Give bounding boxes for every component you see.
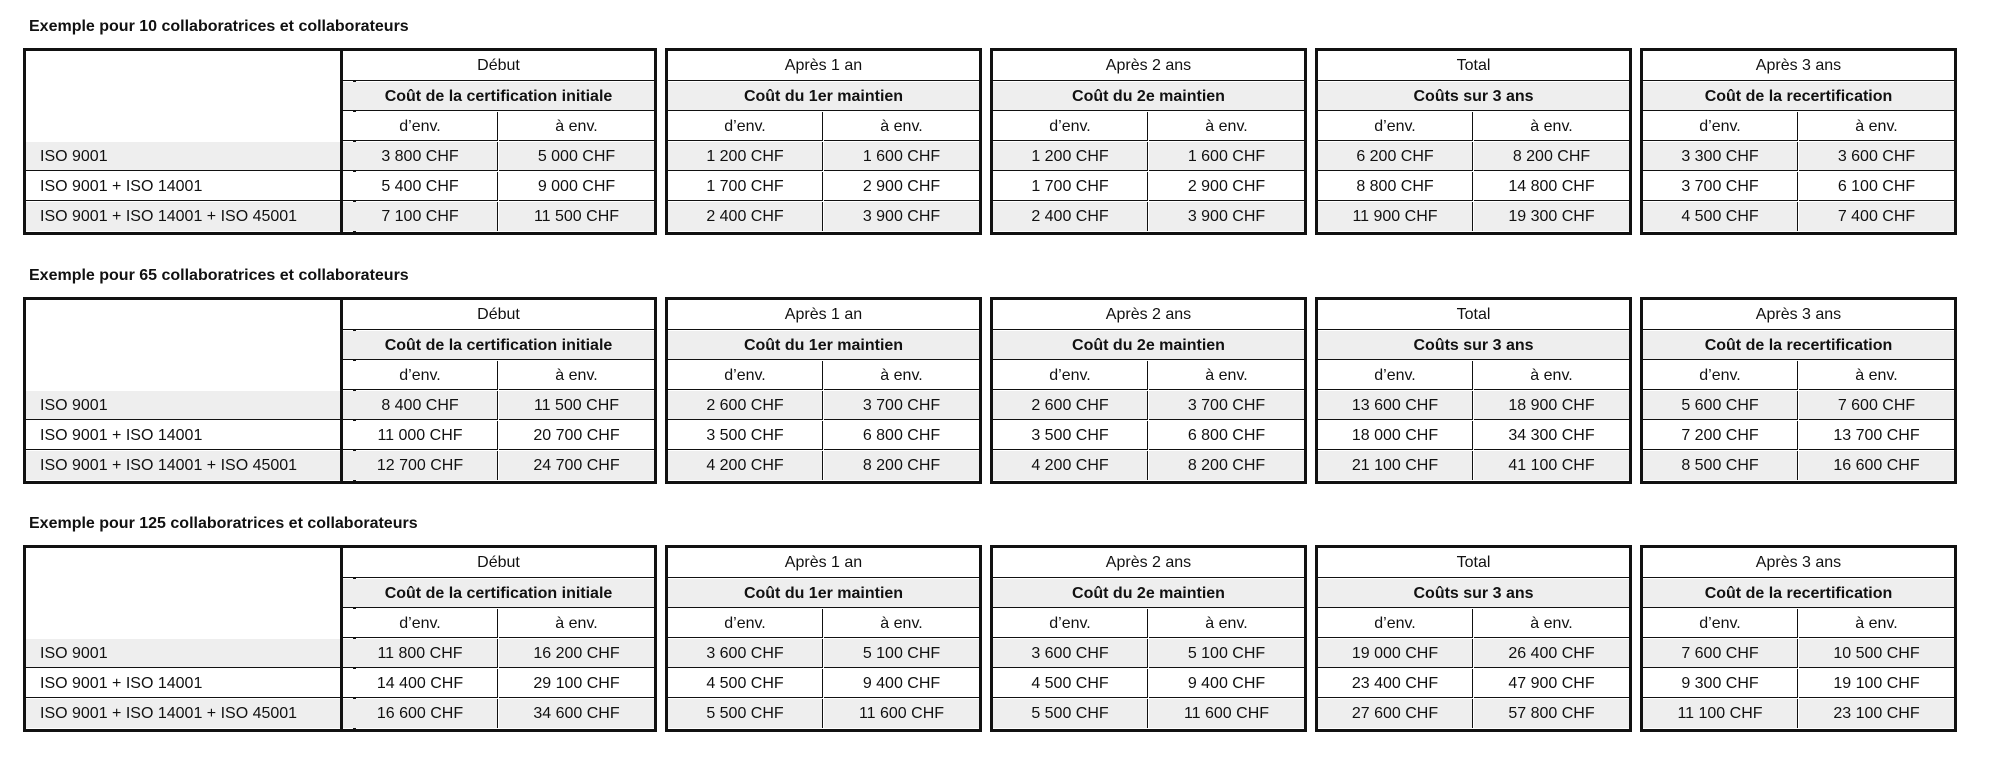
max-column-header: à env.	[1474, 361, 1629, 390]
period-header: Total	[1318, 548, 1629, 578]
max-column-header: à env.	[824, 609, 979, 638]
cost-min-cell: 8 400 CHF	[343, 391, 498, 420]
min-column-header: d’env.	[1643, 112, 1798, 141]
row-label: ISO 9001 + ISO 14001	[26, 172, 353, 201]
cost-min-cell: 5 400 CHF	[343, 172, 498, 201]
metric-header: Coût du 1er maintien	[668, 579, 979, 608]
max-column-header: à env.	[1474, 609, 1629, 638]
cost-max-cell: 7 600 CHF	[1799, 391, 1954, 420]
max-column-header: à env.	[1149, 361, 1304, 390]
metric-header: Coûts sur 3 ans	[1318, 579, 1629, 608]
cost-min-cell: 2 400 CHF	[668, 202, 823, 231]
max-column-header: à env.	[824, 112, 979, 141]
cost-min-cell: 5 500 CHF	[668, 699, 823, 728]
cost-max-cell: 2 900 CHF	[824, 172, 979, 201]
cost-min-cell: 5 600 CHF	[1643, 391, 1798, 420]
cost-max-cell: 3 700 CHF	[824, 391, 979, 420]
cost-min-cell: 7 100 CHF	[343, 202, 498, 231]
cost-min-cell: 6 200 CHF	[1318, 142, 1473, 171]
row-label: ISO 9001 + ISO 14001 + ISO 45001	[26, 202, 353, 231]
row-label: ISO 9001	[26, 391, 353, 420]
cost-min-cell: 8 800 CHF	[1318, 172, 1473, 201]
cost-min-cell: 1 700 CHF	[993, 172, 1148, 201]
row-label: ISO 9001 + ISO 14001 + ISO 45001	[26, 699, 353, 728]
cost-min-cell: 9 300 CHF	[1643, 669, 1798, 698]
period-header: Après 2 ans	[993, 300, 1304, 330]
cost-min-cell: 7 600 CHF	[1643, 639, 1798, 668]
cost-max-cell: 13 700 CHF	[1799, 421, 1954, 450]
metric-header: Coût de la certification initiale	[343, 82, 654, 111]
empty-header-cell	[26, 548, 353, 640]
period-header: Début	[343, 51, 654, 81]
cost-block	[340, 545, 657, 732]
period-header: Après 3 ans	[1643, 51, 1954, 81]
metric-header: Coût de la recertification	[1643, 579, 1954, 608]
cost-min-cell: 3 600 CHF	[668, 639, 823, 668]
cost-max-cell: 14 800 CHF	[1474, 172, 1629, 201]
cost-min-cell: 12 700 CHF	[343, 451, 498, 480]
cost-min-cell: 3 500 CHF	[668, 421, 823, 450]
row-label: ISO 9001 + ISO 14001	[26, 421, 353, 450]
max-column-header: à env.	[1474, 112, 1629, 141]
cost-max-cell: 1 600 CHF	[1149, 142, 1304, 171]
cost-min-cell: 11 800 CHF	[343, 639, 498, 668]
cost-max-cell: 16 600 CHF	[1799, 451, 1954, 480]
cost-max-cell: 11 600 CHF	[824, 699, 979, 728]
cost-max-cell: 1 600 CHF	[824, 142, 979, 171]
cost-block	[1640, 545, 1957, 732]
cost-block	[1315, 297, 1632, 484]
cost-block	[990, 297, 1307, 484]
cost-max-cell: 47 900 CHF	[1474, 669, 1629, 698]
max-column-header: à env.	[1799, 609, 1954, 638]
row-label: ISO 9001 + ISO 14001 + ISO 45001	[26, 451, 353, 480]
cost-min-cell: 11 100 CHF	[1643, 699, 1798, 728]
period-header: Début	[343, 300, 654, 330]
cost-max-cell: 5 100 CHF	[824, 639, 979, 668]
cost-block	[1315, 545, 1632, 732]
cost-max-cell: 8 200 CHF	[824, 451, 979, 480]
metric-header: Coût de la recertification	[1643, 331, 1954, 360]
metric-header: Coût du 1er maintien	[668, 82, 979, 111]
section-title: Exemple pour 10 collaboratrices et collaborateurs	[29, 18, 409, 35]
cost-max-cell: 9 000 CHF	[499, 172, 654, 201]
row-label: ISO 9001	[26, 142, 353, 171]
cost-max-cell: 9 400 CHF	[1149, 669, 1304, 698]
cost-min-cell: 14 400 CHF	[343, 669, 498, 698]
cost-max-cell: 3 700 CHF	[1149, 391, 1304, 420]
cost-max-cell: 57 800 CHF	[1474, 699, 1629, 728]
cost-min-cell: 7 200 CHF	[1643, 421, 1798, 450]
cost-max-cell: 26 400 CHF	[1474, 639, 1629, 668]
cost-max-cell: 20 700 CHF	[499, 421, 654, 450]
cost-min-cell: 4 200 CHF	[668, 451, 823, 480]
cost-min-cell: 19 000 CHF	[1318, 639, 1473, 668]
period-header: Après 1 an	[668, 548, 979, 578]
cost-min-cell: 27 600 CHF	[1318, 699, 1473, 728]
metric-header: Coût du 2e maintien	[993, 579, 1304, 608]
period-header: Début	[343, 548, 654, 578]
cost-max-cell: 29 100 CHF	[499, 669, 654, 698]
cost-min-cell: 4 500 CHF	[668, 669, 823, 698]
cost-min-cell: 5 500 CHF	[993, 699, 1148, 728]
period-header: Après 3 ans	[1643, 548, 1954, 578]
min-column-header: d’env.	[993, 112, 1148, 141]
cost-max-cell: 34 300 CHF	[1474, 421, 1629, 450]
max-column-header: à env.	[1149, 609, 1304, 638]
metric-header: Coût du 2e maintien	[993, 82, 1304, 111]
row-label: ISO 9001 + ISO 14001	[26, 669, 353, 698]
metric-header: Coûts sur 3 ans	[1318, 82, 1629, 111]
cost-max-cell: 10 500 CHF	[1799, 639, 1954, 668]
cost-min-cell: 2 400 CHF	[993, 202, 1148, 231]
cost-max-cell: 24 700 CHF	[499, 451, 654, 480]
cost-min-cell: 3 700 CHF	[1643, 172, 1798, 201]
cost-block	[665, 48, 982, 235]
min-column-header: d’env.	[1318, 361, 1473, 390]
cost-min-cell: 2 600 CHF	[668, 391, 823, 420]
min-column-header: d’env.	[668, 609, 823, 638]
min-column-header: d’env.	[343, 609, 498, 638]
cost-max-cell: 3 600 CHF	[1799, 142, 1954, 171]
metric-header: Coût du 1er maintien	[668, 331, 979, 360]
max-column-header: à env.	[499, 112, 654, 141]
cost-max-cell: 5 100 CHF	[1149, 639, 1304, 668]
period-header: Après 3 ans	[1643, 300, 1954, 330]
cost-min-cell: 13 600 CHF	[1318, 391, 1473, 420]
cost-max-cell: 19 300 CHF	[1474, 202, 1629, 231]
cost-block	[340, 297, 657, 484]
cost-min-cell: 4 200 CHF	[993, 451, 1148, 480]
row-label: ISO 9001	[26, 639, 353, 668]
cost-max-cell: 16 200 CHF	[499, 639, 654, 668]
min-column-header: d’env.	[343, 112, 498, 141]
cost-min-cell: 18 000 CHF	[1318, 421, 1473, 450]
cost-max-cell: 11 500 CHF	[499, 202, 654, 231]
cost-block	[665, 545, 982, 732]
period-header: Après 1 an	[668, 51, 979, 81]
cost-max-cell: 19 100 CHF	[1799, 669, 1954, 698]
cost-max-cell: 5 000 CHF	[499, 142, 654, 171]
cost-min-cell: 3 500 CHF	[993, 421, 1148, 450]
section-title: Exemple pour 65 collaboratrices et collaborateurs	[29, 267, 409, 284]
period-header: Total	[1318, 300, 1629, 330]
min-column-header: d’env.	[1318, 609, 1473, 638]
metric-header: Coût de la certification initiale	[343, 331, 654, 360]
metric-header: Coût de la recertification	[1643, 82, 1954, 111]
cost-max-cell: 23 100 CHF	[1799, 699, 1954, 728]
max-column-header: à env.	[1799, 361, 1954, 390]
cost-min-cell: 3 300 CHF	[1643, 142, 1798, 171]
cost-min-cell: 4 500 CHF	[1643, 202, 1798, 231]
cost-min-cell: 11 900 CHF	[1318, 202, 1473, 231]
cost-max-cell: 18 900 CHF	[1474, 391, 1629, 420]
min-column-header: d’env.	[343, 361, 498, 390]
min-column-header: d’env.	[993, 609, 1148, 638]
cost-min-cell: 3 600 CHF	[993, 639, 1148, 668]
cost-max-cell: 11 600 CHF	[1149, 699, 1304, 728]
cost-max-cell: 6 800 CHF	[824, 421, 979, 450]
cost-max-cell: 8 200 CHF	[1149, 451, 1304, 480]
cost-min-cell: 1 700 CHF	[668, 172, 823, 201]
row-label-column	[23, 48, 356, 235]
cost-max-cell: 6 100 CHF	[1799, 172, 1954, 201]
cost-max-cell: 9 400 CHF	[824, 669, 979, 698]
max-column-header: à env.	[499, 609, 654, 638]
period-header: Après 2 ans	[993, 548, 1304, 578]
metric-header: Coût du 2e maintien	[993, 331, 1304, 360]
min-column-header: d’env.	[993, 361, 1148, 390]
max-column-header: à env.	[824, 361, 979, 390]
cost-min-cell: 23 400 CHF	[1318, 669, 1473, 698]
cost-min-cell: 16 600 CHF	[343, 699, 498, 728]
cost-max-cell: 34 600 CHF	[499, 699, 654, 728]
cost-block	[990, 48, 1307, 235]
cost-max-cell: 11 500 CHF	[499, 391, 654, 420]
period-header: Après 2 ans	[993, 51, 1304, 81]
cost-min-cell: 2 600 CHF	[993, 391, 1148, 420]
cost-max-cell: 2 900 CHF	[1149, 172, 1304, 201]
min-column-header: d’env.	[668, 361, 823, 390]
cost-block	[990, 545, 1307, 732]
period-header: Après 1 an	[668, 300, 979, 330]
max-column-header: à env.	[499, 361, 654, 390]
max-column-header: à env.	[1799, 112, 1954, 141]
row-label-column	[23, 545, 356, 732]
cost-min-cell: 3 800 CHF	[343, 142, 498, 171]
cost-min-cell: 4 500 CHF	[993, 669, 1148, 698]
period-header: Total	[1318, 51, 1629, 81]
row-label-column	[23, 297, 356, 484]
cost-block	[1640, 48, 1957, 235]
min-column-header: d’env.	[668, 112, 823, 141]
cost-block	[1640, 297, 1957, 484]
cost-min-cell: 21 100 CHF	[1318, 451, 1473, 480]
cost-max-cell: 3 900 CHF	[824, 202, 979, 231]
empty-header-cell	[26, 51, 353, 143]
cost-min-cell: 11 000 CHF	[343, 421, 498, 450]
cost-max-cell: 8 200 CHF	[1474, 142, 1629, 171]
cost-max-cell: 7 400 CHF	[1799, 202, 1954, 231]
min-column-header: d’env.	[1643, 609, 1798, 638]
cost-min-cell: 1 200 CHF	[668, 142, 823, 171]
metric-header: Coûts sur 3 ans	[1318, 331, 1629, 360]
min-column-header: d’env.	[1643, 361, 1798, 390]
max-column-header: à env.	[1149, 112, 1304, 141]
cost-max-cell: 6 800 CHF	[1149, 421, 1304, 450]
empty-header-cell	[26, 300, 353, 392]
cost-block	[340, 48, 657, 235]
cost-block	[665, 297, 982, 484]
section-title: Exemple pour 125 collaboratrices et collaborateurs	[29, 515, 418, 532]
min-column-header: d’env.	[1318, 112, 1473, 141]
cost-block	[1315, 48, 1632, 235]
cost-max-cell: 3 900 CHF	[1149, 202, 1304, 231]
metric-header: Coût de la certification initiale	[343, 579, 654, 608]
cost-min-cell: 1 200 CHF	[993, 142, 1148, 171]
cost-max-cell: 41 100 CHF	[1474, 451, 1629, 480]
cost-min-cell: 8 500 CHF	[1643, 451, 1798, 480]
